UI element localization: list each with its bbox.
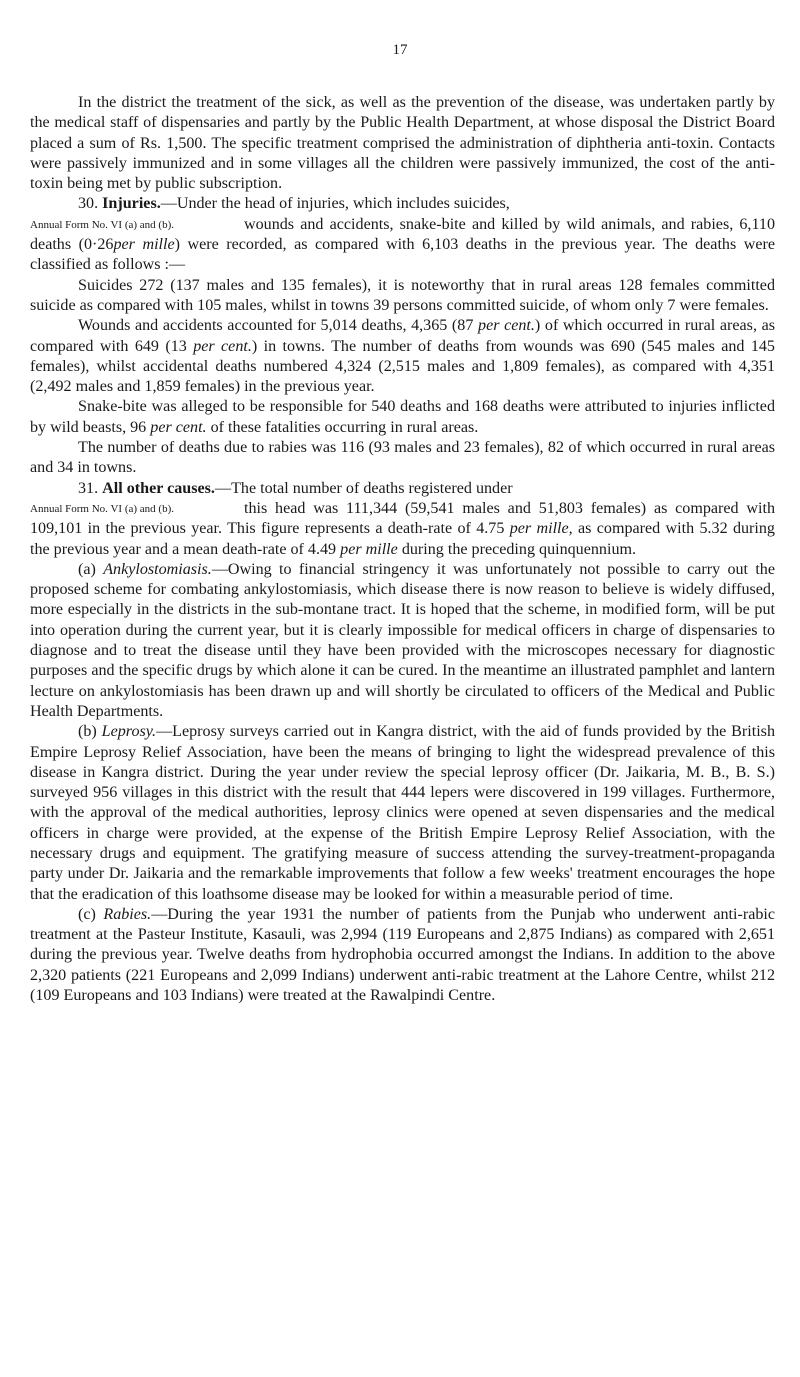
section-31-other-causes <box>30 479 775 499</box>
section-31-per-mille-1: per mille, <box>509 520 573 538</box>
wounds-text-c: ) in towns. The number of deaths from wounds was 690 (545 males and 145 females), whilst accidental deaths numbered 4,324 (2,515 males and 1,809 females), as compared with 4,351 (2,492 males and 1,859 females) in the previous year. <box>30 337 775 396</box>
wounds-text-b: ) of which occurred in rural areas, as compared with 649 (13 <box>30 317 775 355</box>
rabies-title: Rabies. <box>103 905 152 923</box>
section-31-margin-text: Annual Form No. VI (a) and (b). <box>30 502 174 515</box>
ankylostomiasis-label: (a) <box>78 560 96 578</box>
rabies-text: —During the year 1931 the number of patients from the Punjab who underwent anti-rabic treatment at the Pasteur Institute, Kasauli, was 2,994 (119 Europeans and 2,875 Indians) as compared with 2,651 during the previous year. Twelve deaths from hydrophobia occurred amongst the Indians. In addition to the above 2,320 patients (221 Europeans and 2,099 Indians) underwent anti-rabic treatment at the Lahore Centre, whilst 212 (109 Europeans and 103 Indians) were treated at the Rawalpindi Centre. <box>30 905 775 1005</box>
section-30-number: 30. <box>78 195 99 213</box>
section-30-margin-note <box>0 215 240 235</box>
section-31-text-c: as compared with 5.32 during the previous year and a mean death-rate of 4.49 <box>30 520 775 558</box>
paragraph-suicides: Suicides 272 (137 males and 135 females), it is noteworthy that in rural areas 128 females committed suicide as compared with 105 males, whilst in towns 39 persons committed suicide, of whom only 7 were females. <box>30 276 775 314</box>
section-30-text-c: ) were recorded, as compared with 6,103 deaths in the previous year. The deaths were classified as follows :— <box>30 236 775 274</box>
wounds-text-a: Wounds and accidents accounted for 5,014 deaths, 4,365 (87 <box>78 317 474 335</box>
section-30-continued <box>30 215 775 276</box>
ankylostomiasis-title: Ankylostomiasis. <box>103 560 212 578</box>
paragraph-rabies-treatment <box>30 905 775 1006</box>
snake-text-a: Snake-bite was alleged to be responsible for 540 deaths and 168 deaths were attributed to injuries inflicted by wild beasts, 96 <box>30 398 775 436</box>
rabies-label: (c) <box>78 905 96 923</box>
section-30-text-b: wounds and accidents, snake-bite and killed by wild animals, and rabies, 6,110 deaths (0·26 <box>30 215 775 254</box>
section-31-margin-note <box>0 499 240 519</box>
section-30-text-a: —Under the head of injuries, which includes suicides, <box>160 195 510 213</box>
paragraph-wounds <box>30 316 775 397</box>
section-30-heading: Injuries. <box>102 195 161 213</box>
section-30-margin-text: Annual Form No. VI (a) and (b). <box>30 218 174 231</box>
section-31-text-b: this head was 111,344 (59,541 males and 51,803 females) as compared with 109,101 in the previous year. This figure represents a death-rate of 4.75 <box>30 499 775 538</box>
section-31-number: 31. <box>78 479 99 497</box>
ankylostomiasis-text: —Owing to financial stringency it was unfortunately not possible to carry out the proposed scheme for combating ankylostomiasis, which disease there is now reason to believe is widely diffused, more especially in the districts in the sub-montane tract. It is hoped that the scheme, in modified form, will be put into operation during the current year, but it is clearly impossible for medical officers in charge of dispensaries to diagnose and to treat the disease until they have been provided with the microscopes necessary for diagnostic purposes and the specific drugs by which alone it can be cured. In the meantime an illustrated pamphlet and lantern lecture on ankylostomiasis has been drawn up and will shortly be circulated to officers of the Medical and Public Health Departments. <box>30 560 775 720</box>
snake-per-cent: per cent. <box>150 418 207 436</box>
paragraph-snake-bite <box>30 397 775 438</box>
section-30-injuries <box>30 194 775 214</box>
paragraph-leprosy <box>30 722 775 905</box>
paragraph-ankylostomiasis <box>30 560 775 722</box>
page-number: 17 <box>392 42 408 58</box>
leprosy-label: (b) <box>78 723 97 741</box>
paragraph-rabies-deaths: The number of deaths due to rabies was 116 (93 males and 23 females), 82 of which occurred in rural areas and 34 in towns. <box>30 439 775 477</box>
leprosy-title: Leprosy. <box>101 723 157 741</box>
page-body <box>30 93 775 1006</box>
paragraph-diphtheria: In the district the treatment of the sick, as well as the prevention of the disease, was undertaken partly by the medical staff of dispensaries and partly by the Public Health Department, at whose disposal the District Board placed a sum of Rs. 1,500. The specific treatment comprised the administration of diphtheria anti-toxin. Contacts were passively immunized and in some villages all the children were passively immunized, the cost of the anti-toxin being met by public subscription. <box>30 94 775 193</box>
wounds-per-cent-1: per cent. <box>478 317 535 335</box>
section-30-per-mille: per mille <box>113 236 175 254</box>
wounds-per-cent-2: per cent. <box>193 337 252 355</box>
section-31-text-a: —The total number of deaths registered under <box>214 479 513 497</box>
leprosy-text: —Leprosy surveys carried out in Kangra district, with the aid of funds provided by the British Empire Leprosy Relief Association, have been the means of bringing to light the widespread prevalence of this disease in Kangra district. During the year under review the special leprosy officer (Dr. Jaikaria, M. B., B. S.) surveyed 956 villages in this district with the result that 444 lepers were discovered in 199 villages. Furthermore, with the approval of the medical authorities, leprosy clinics were opened at seven dispensaries and the medical officers in charge were provided, at the expense of the British Empire Leprosy Relief Association, with the necessary drugs and equipment. The gratifying measure of success attending the survey-treatment-propaganda party under Dr. Jaikaria and the remarkable improvements that follow a few weeks' treatment encourages the hope that the eradication of this loathsome disease may be looked for within a measurable period of time. <box>30 723 775 903</box>
section-31-heading: All other causes. <box>102 479 215 497</box>
section-31-per-mille-2: per mille <box>340 540 398 558</box>
section-31-continued <box>30 499 775 560</box>
section-31-text-d: during the preceding quinquennium. <box>401 540 637 558</box>
snake-text-b: of these fatalities occurring in rural areas. <box>210 418 479 436</box>
